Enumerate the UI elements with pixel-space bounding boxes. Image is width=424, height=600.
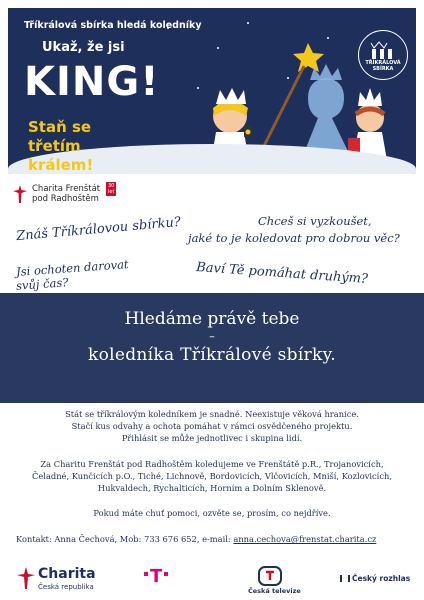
contact-line [16,534,376,544]
hero-stan-text [28,118,138,174]
telekom-t: T [150,566,163,587]
banner-dash: – [209,330,215,343]
charita-cross-icon [16,566,36,590]
contact-prefix: Kontakt: Anna Čechová, Mob: 733 676 652, e-mail: [16,534,234,544]
ct-text: Česká televize [248,587,301,595]
hero-stan-line1: Staň se třetím [28,118,92,155]
org-logo-line1: Charita Frenštát [32,184,101,194]
intro-line-1: Stát se tříkrálovým koledníkem je snadné. Neexistuje věková hranice. [65,409,359,419]
rozhlas-text: Český rozhlas [352,574,411,583]
help-text: Pokud máte chuť pomoci, ozvěte se, prosím, co nejdříve. [93,508,331,518]
charita-name: Charita [38,566,96,582]
charita-sub: Česká republika [38,583,94,591]
intro-line-2: Stačí kus odvahy a ochota pomáhat v rámci osvědčeného projektu. [71,421,353,431]
telekom-logo [150,566,162,587]
badge-text: TŘÍKRÁLOVÁ SBÍRKA [365,60,401,72]
question-3b: svůj čas? [15,275,69,293]
banner-line2: koledníka Tříkrálové sbírky. [88,345,336,365]
question-4: Baví Tě pomáhat druhým? [195,260,369,287]
question-2a: Chceš si vyzkoušet, [258,214,372,228]
places-line-2: Čeladné, Kunčicích p.O., Tiché, Lichnově, Bordovicích, Vlčovicích, Mniší, Kozlovicích, [32,471,392,481]
hero-ukaz-text: Ukaž, že jsi [42,40,125,55]
trikralova-sbirka-badge [358,30,408,80]
contact-email-link[interactable]: anna.cechova@frenstat.charita.cz [233,534,377,544]
hero-king-text: KING! [24,59,160,105]
hero-stan-line2: králem! [28,156,94,174]
ct-icon [258,566,282,586]
hero-top-text: Tříkrálová sbírka hledá koledníky [24,20,202,31]
places-line-1: Za Charitu Frenštát pod Radhoštěm koledujeme ve Frenštátě p.R., Trojanovicích, [40,459,384,469]
banner-line1: Hledáme právě tebe [124,309,300,329]
question-2b: jaké to je koledovat pro dobrou věc? [188,231,400,245]
intro-line-3: Přihlásit se může jednotlivec i skupina lidí. [121,433,303,443]
hero-banner [8,8,416,174]
telekom-dot-icon [164,572,168,576]
question-3a: Jsi ochoten darovat [15,257,130,279]
charita-cross-icon [12,184,28,204]
telekom-dot-icon [144,572,148,576]
org-logo-line2: pod Radhoštěm [32,194,99,204]
rozhlas-icon [340,575,350,582]
places-line-3: Hukvaldech, Rychalticích, Horním a Dolním Sklenově. [97,483,327,493]
question-1: Znáš Tříkrálovou sbírku? [15,214,182,245]
anniversary-badge: 30 let [108,183,115,195]
